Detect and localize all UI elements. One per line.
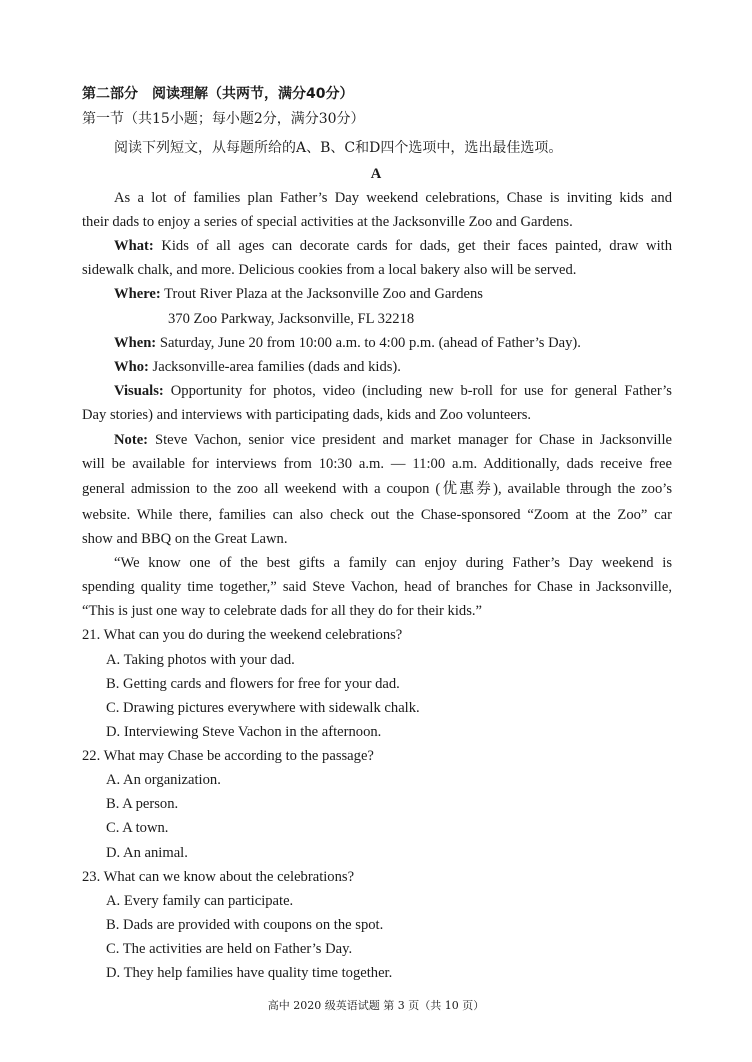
where-text-1: Trout River Plaza at the Jacksonville Zoo and Gardens (164, 286, 483, 302)
intro-line-1: As a lot of families plan Father’s Day weekend celebrations, Chase is inviting kids and (114, 190, 672, 206)
when-text: Saturday, June 20 from 10:00 a.m. to 4:00 p.m. (ahead of Father’s Day). (159, 335, 581, 351)
note-line-3: general admission to the zoo all weekend with a coupon (优惠券), available through the zoo’s (82, 481, 672, 497)
where-label: Where: (114, 286, 161, 302)
page-footer: 高中 2020 级英语试题 第 3 页（共 10 页） (267, 999, 485, 1012)
part-heading: 第二部分 阅读理解（共两节，满分40分） (82, 86, 354, 102)
what-line-2: sidewalk chalk, and more. Delicious cookies from a local bakery also will be served. (82, 262, 577, 278)
question-21-option-a: A. Taking photos with your dad. (106, 652, 295, 668)
visuals-line-1 (114, 381, 672, 401)
note-line-5: show and BBQ on the Great Lawn. (82, 531, 288, 547)
passage-letter: A (370, 166, 382, 182)
what-text-1: Kids of all ages can decorate cards for dads, get their faces painted, draw with (161, 238, 672, 254)
when-label: When: (114, 335, 157, 351)
question-22-option-d: D. An animal. (106, 845, 188, 861)
who-text: Jacksonville-area families (dads and kids). (152, 359, 401, 375)
question-23-option-d: D. They help families have quality time together. (106, 965, 393, 981)
note-line-1 (114, 430, 672, 450)
where-line-2: 370 Zoo Parkway, Jacksonville, FL 32218 (168, 311, 415, 327)
question-22-option-a: A. An organization. (106, 772, 221, 788)
note-text-1: Steve Vachon, senior vice president and market manager for Chase in Jacksonville (154, 432, 672, 448)
question-23-option-a: A. Every family can participate. (106, 893, 294, 909)
what-line-1 (114, 236, 672, 256)
sub-heading: 第一节（共15小题；每小题2分，满分30分） (82, 111, 365, 127)
question-22-stem: 22. What may Chase be according to the passage? (82, 748, 374, 764)
quote-line-3: “This is just one way to celebrate dads for all they do for their kids.” (82, 603, 482, 619)
where-line-1 (114, 284, 672, 304)
question-22-option-b: B. A person. (106, 796, 179, 812)
instructions: 阅读下列短文，从每题所给的A、B、C和D四个选项中，选出最佳选项。 (114, 140, 563, 156)
question-21-stem: 21. What can you do during the weekend celebrations? (82, 627, 403, 643)
question-23-option-c: C. The activities are held on Father’s Day. (106, 941, 353, 957)
question-22-option-c: C. A town. (106, 820, 169, 836)
question-21-option-c: C. Drawing pictures everywhere with sidewalk chalk. (106, 700, 420, 716)
question-23-stem: 23. What can we know about the celebrations? (82, 869, 355, 885)
quote-line-1: “We know one of the best gifts a family can enjoy during Father’s Day weekend is (114, 555, 672, 571)
question-21-option-b: B. Getting cards and flowers for free for your dad. (106, 676, 400, 692)
visuals-label: Visuals: (114, 383, 164, 399)
quote-line-2: spending quality time together,” said Steve Vachon, head of branches for Chase in Jacksonville, (82, 579, 672, 595)
note-line-2: will be available for interviews from 10:30 a.m. — 11:00 a.m. Additionally, dads receive free (82, 456, 672, 472)
when-line (114, 333, 672, 353)
who-line (114, 357, 672, 377)
question-21-option-d: D. Interviewing Steve Vachon in the afternoon. (106, 724, 382, 740)
who-label: Who: (114, 359, 149, 375)
note-line-4: website. While there, families can also check out the Chase-sponsored “Zoom at the Zoo” car (82, 507, 672, 523)
intro-line-2: their dads to enjoy a series of special activities at the Jacksonville Zoo and Gardens. (82, 214, 573, 230)
visuals-line-2: Day stories) and interviews with participating dads, kids and Zoo volunteers. (82, 407, 532, 423)
note-label: Note: (114, 432, 149, 448)
visuals-text-1: Opportunity for photos, video (including new b-roll for use for general Father’s (170, 383, 672, 399)
question-23-option-b: B. Dads are provided with coupons on the spot. (106, 917, 384, 933)
what-label: What: (114, 238, 154, 254)
